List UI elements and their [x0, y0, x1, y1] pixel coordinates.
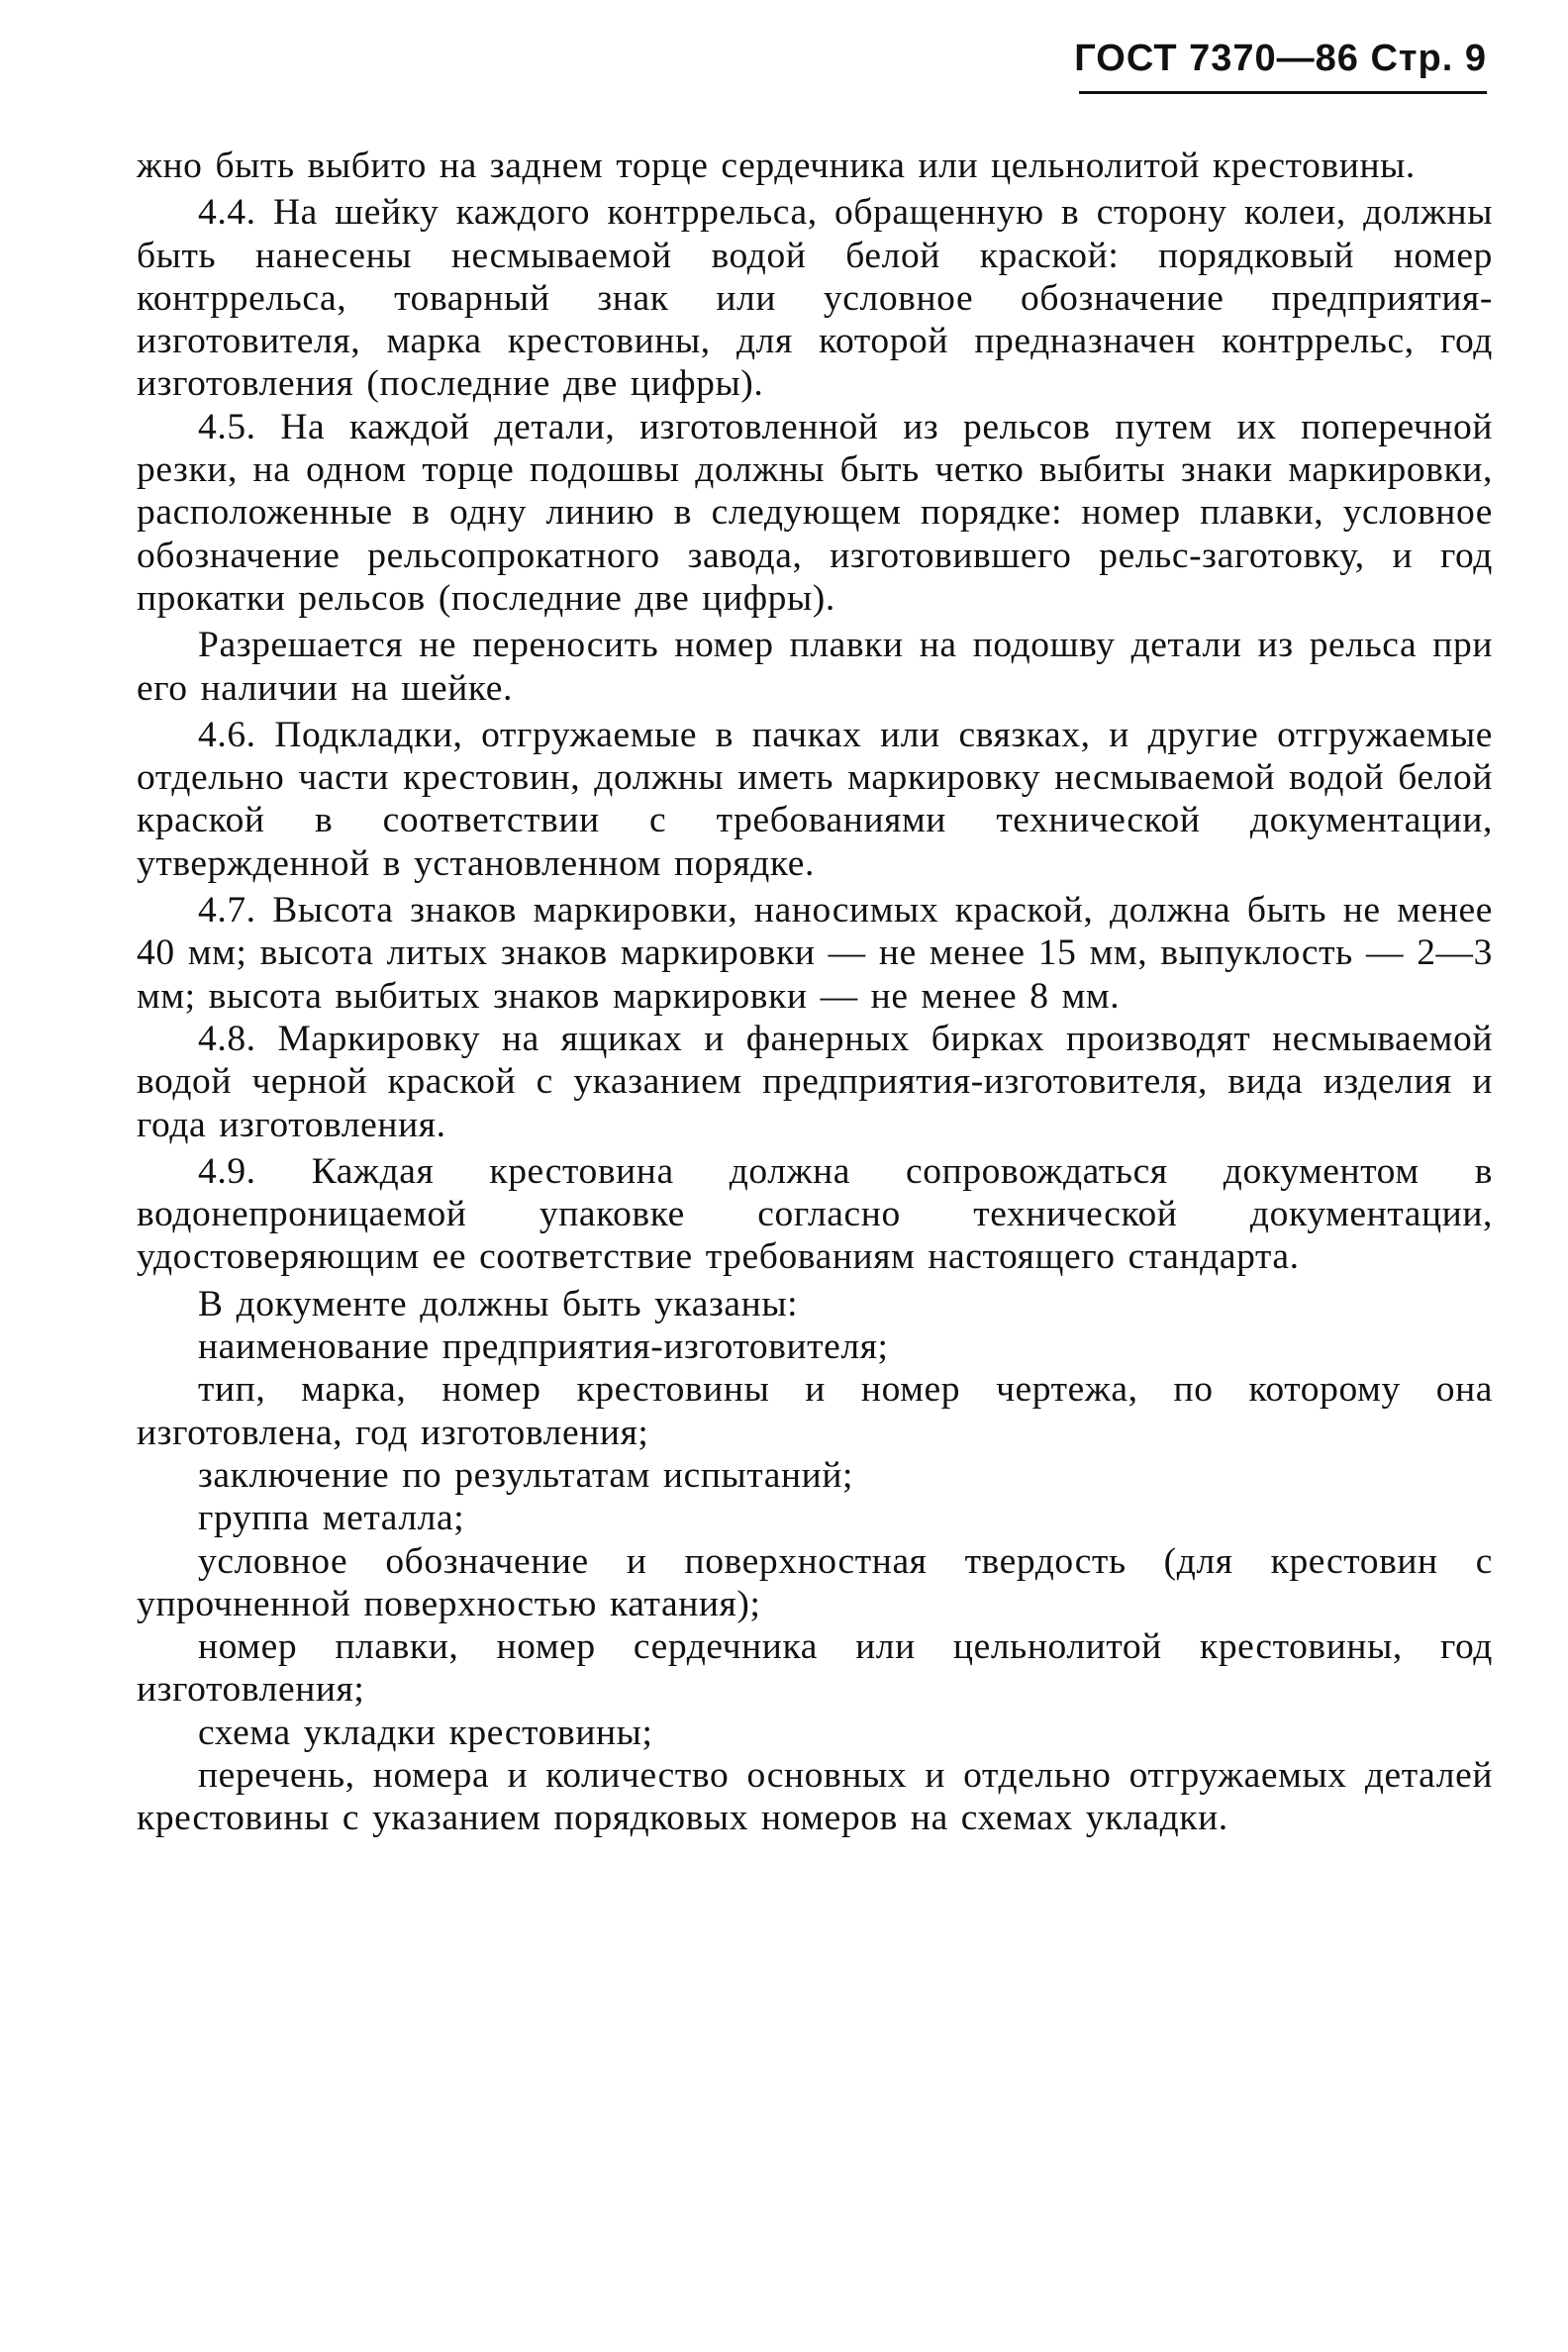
list-item: заключение по результатам испытаний; — [198, 1454, 854, 1496]
list-item: наименование предприятия-изготовителя; — [198, 1326, 889, 1368]
paragraph-list-intro: В документе должны быть указаны: — [198, 1283, 799, 1324]
running-header: ГОСТ 7370—86 Стр. 9 — [1074, 38, 1487, 79]
list-item: перечень, номера и количество основных и отдельно отгружаемых деталей крестовины с указанием порядковых номеров на схемах укладки. — [137, 1754, 1493, 1839]
paragraph-4-9: 4.9. Каждая крестовина должна сопровождаться документом в водонепроницаемой упаковке согласно технической документации, удостоверяющим ее соответствие требованиям настоящего стандарта. — [137, 1150, 1493, 1278]
list-item: схема укладки крестовины; — [198, 1712, 653, 1753]
paragraph-4-7: 4.7. Высота знаков маркировки, наносимых краской, должна быть не менее 40 мм; высота литых знаков маркировки — не менее 15 мм, выпуклость — 2—3 мм; высота выбитых знаков маркировки — не менее 8 мм. — [137, 890, 1493, 1017]
header-rule — [1079, 91, 1487, 94]
paragraph-4-6: 4.6. Подкладки, отгружаемые в пачках или связках, и другие отгружаемые отдельно части крестовин, должны иметь маркировку несмываемой водой белой краской в соответствии с требованиями технической документации, утвержденной в установленном порядке. — [137, 714, 1493, 884]
list-item: тип, марка, номер крестовины и номер чертежа, по которому она изготовлена, год изготовления; — [137, 1369, 1493, 1453]
list-item: номер плавки, номер сердечника или цельнолитой крестовины, год изготовления; — [137, 1626, 1493, 1711]
paragraph-4-4: 4.4. На шейку каждого контррельса, обращенную в сторону колеи, должны быть нанесены несмываемой водой белой краской: порядковый номер контррельса, товарный знак или условное обозначение предприятия-изготовителя, марка крестовины, для которой предназначен контррельс, год изготовления (последние две цифры). — [137, 192, 1493, 405]
list-item: группа металла; — [198, 1498, 465, 1539]
paragraph-note: Разрешается не переносить номер плавки на подошву детали из рельса при его наличии на шейке. — [137, 625, 1493, 709]
paragraph-4-5: 4.5. На каждой детали, изготовленной из рельсов путем их поперечной резки, на одном торце подошвы должны быть четко выбиты знаки маркировки, расположенные в одну линию в следующем порядке: номер плавки, условное обозначение рельсопрокатного завода, изготовившего рельс-заготовку, и год прокатки рельсов (последние две цифры). — [137, 406, 1493, 619]
body-text — [137, 145, 1493, 1840]
paragraph-4-8: 4.8. Маркировку на ящиках и фанерных бирках производят несмываемой водой черной краской с указанием предприятия-изготовителя, вида изделия и года изготовления. — [137, 1018, 1493, 1145]
paragraph-continuation: жно быть выбито на заднем торце сердечника или цельнолитой крестовины. — [137, 146, 1416, 186]
list-item: условное обозначение и поверхностная твердость (для крестовин с упрочненной поверхностью катания); — [137, 1540, 1493, 1624]
